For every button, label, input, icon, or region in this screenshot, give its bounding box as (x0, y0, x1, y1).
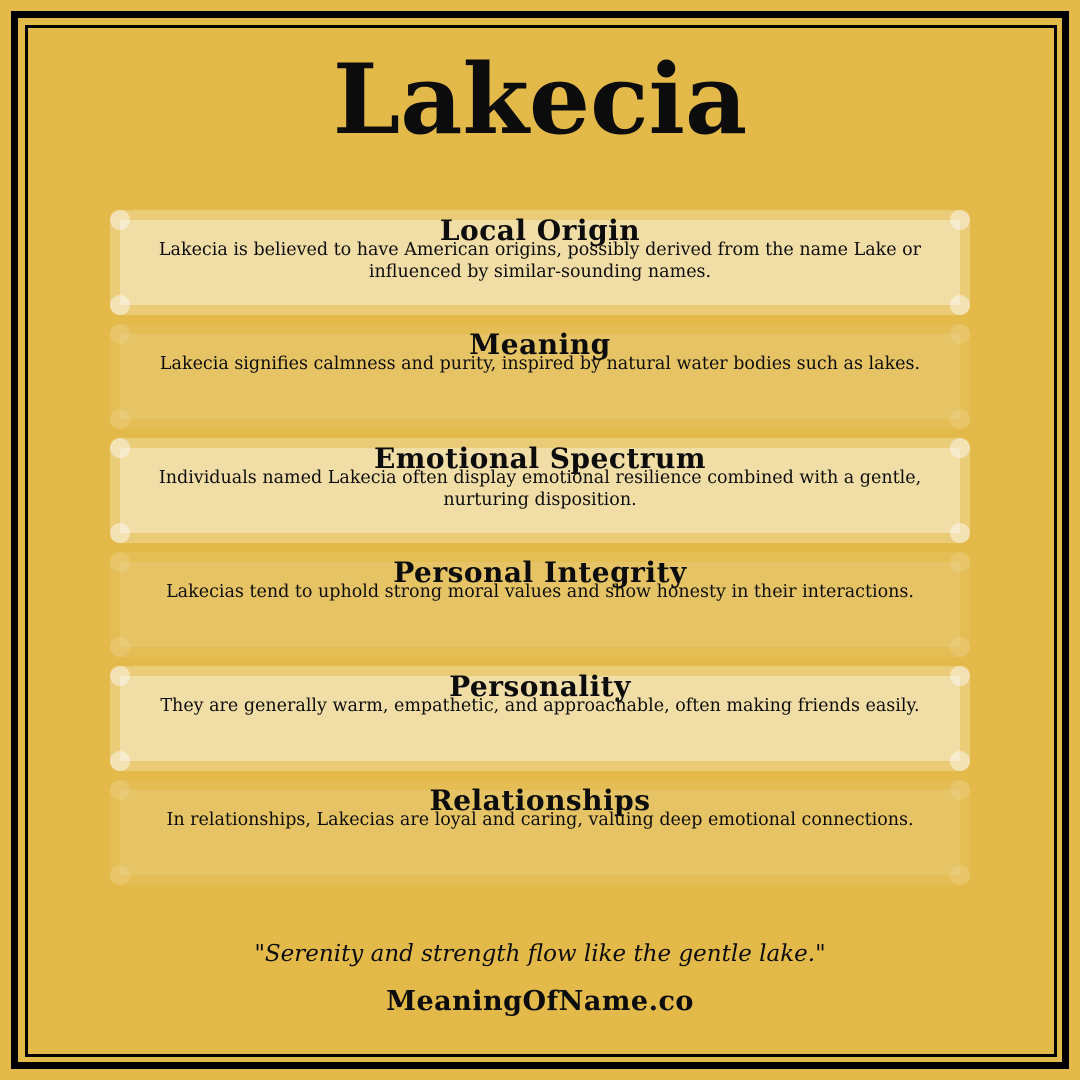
corner-dot-icon (950, 295, 970, 315)
section-heading: Relationships (429, 784, 651, 817)
section-text: Lakecia signifies calmness and purity, inspired by natural water bodies such as lakes. (159, 354, 921, 374)
section-heading: Meaning (469, 328, 611, 361)
section-text: Individuals named Lakecia often display emotional resilience combined with a gentle, nurturing disposition. (158, 468, 922, 510)
corner-dot-icon (950, 637, 970, 657)
corner-dot-icon (950, 523, 970, 543)
section-text: They are generally warm, empathetic, and approachable, often making friends easily. (160, 696, 920, 716)
name-title: Lakecia (332, 43, 748, 156)
section-card-local-origin (110, 210, 970, 315)
section-card-emotional-spectrum (110, 438, 970, 543)
corner-dot-icon (110, 409, 130, 429)
corner-dot-icon (110, 865, 130, 885)
section-card-relationships (110, 780, 970, 885)
corner-dot-icon (110, 295, 130, 315)
section-heading: Personal Integrity (393, 556, 687, 589)
section-text: Lakecias tend to uphold strong moral values and show honesty in their interactions. (166, 582, 914, 602)
corner-dot-icon (110, 751, 130, 771)
section-card-personal-integrity (110, 552, 970, 657)
quote (0, 936, 1080, 972)
section-card-personality (110, 666, 970, 771)
quote-open-mark: " (254, 941, 265, 967)
section-heading: Personality (449, 670, 631, 703)
brand-watermark: MeaningOfName.co (386, 986, 694, 1017)
quote-close-mark: " (815, 941, 826, 967)
section-card-meaning (110, 324, 970, 429)
corner-dot-icon (950, 751, 970, 771)
corner-dot-icon (110, 637, 130, 657)
quote-text: Serenity and strength flow like the gentle lake. (264, 941, 816, 967)
section-text: Lakecia is believed to have American origins, possibly derived from the name Lake or influenced by similar-sounding names. (158, 240, 922, 282)
section-text: In relationships, Lakecias are loyal and caring, valuing deep emotional connections. (166, 810, 914, 830)
corner-dot-icon (950, 865, 970, 885)
section-heading: Emotional Spectrum (373, 442, 707, 475)
corner-dot-icon (950, 409, 970, 429)
corner-dot-icon (110, 523, 130, 543)
section-heading: Local Origin (439, 214, 641, 247)
